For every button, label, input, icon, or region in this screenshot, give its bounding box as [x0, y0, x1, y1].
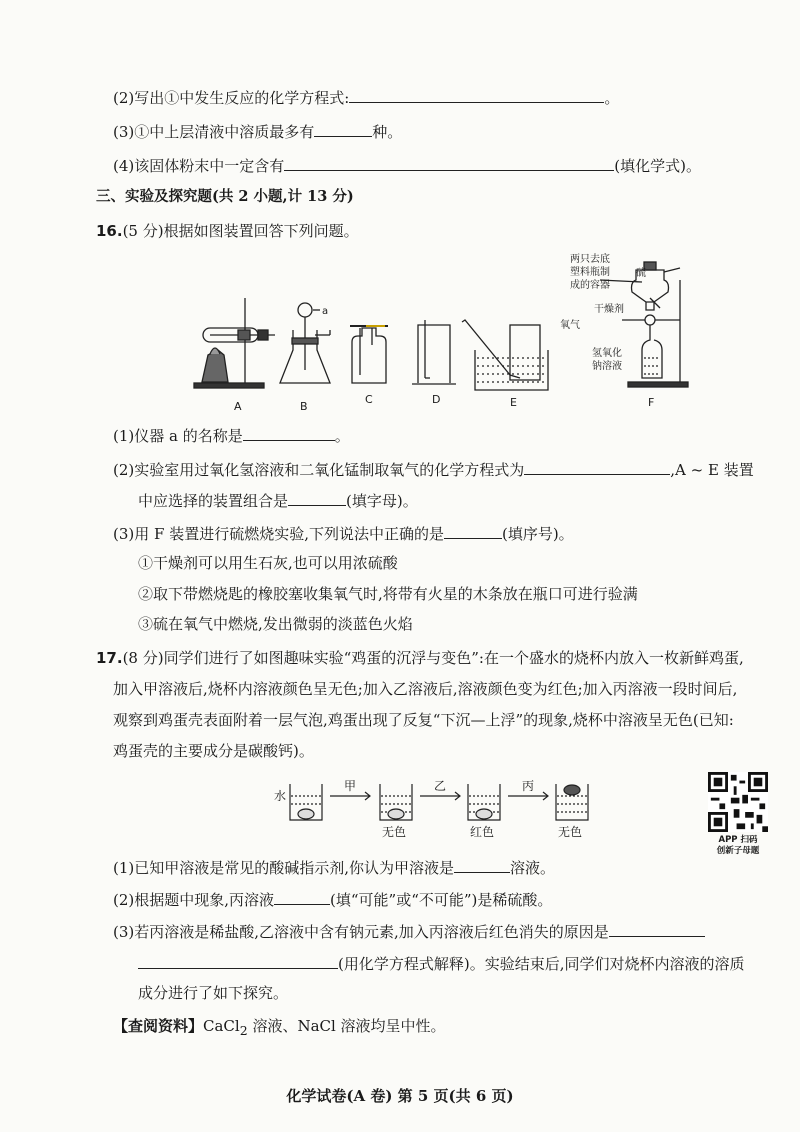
label-instrument-a: a — [322, 306, 329, 317]
q17-reference: 【查阅资料】CaCl$_2$ 溶液、NaCl 溶液均呈中性。 — [113, 1017, 446, 1038]
q15-part4: (4)该固体粉末中一定含有 (填化学式)。 — [113, 154, 701, 176]
answer-blank[interactable] — [274, 888, 330, 905]
qr-code-icon[interactable] — [708, 772, 768, 832]
label-f: F — [648, 396, 655, 409]
beaker-4 — [556, 784, 588, 820]
label-a: A — [234, 400, 242, 413]
label-solution-jia: 甲 — [344, 779, 357, 793]
answer-blank[interactable] — [524, 458, 670, 475]
f-note-container-3: 成的容器 — [570, 280, 610, 291]
answer-blank[interactable] — [243, 424, 335, 441]
answer-blank[interactable] — [349, 86, 604, 103]
q15-part3: (3)①中上层清液中溶质最多有 种。 — [113, 120, 402, 142]
label-solution-yi: 乙 — [434, 779, 447, 793]
f-note-sulfur: 硫 — [636, 268, 646, 279]
qr-caption-2: 创新子母题 — [716, 846, 760, 856]
q17-intro-line2: 加入甲溶液后,烧杯内溶液颜色呈无色;加入乙溶液后,溶液颜色变为红色;加入丙溶液一段时间后, — [113, 680, 738, 698]
answer-blank[interactable] — [284, 154, 614, 171]
q17-intro-line3: 观察到鸡蛋壳表面附着一层气泡,鸡蛋出现了反复“下沉—上浮”的现象,烧杯中溶液呈无色(已知: — [113, 711, 734, 729]
beaker-3 — [468, 784, 500, 820]
answer-blank[interactable] — [288, 489, 346, 506]
q16-intro: 16.(5 分)根据如图装置回答下列问题。 — [96, 222, 359, 240]
label-solution-bing: 丙 — [522, 779, 535, 793]
q16-part3: (3)用 F 装置进行硫燃烧实验,下列说法中正确的是 (填序号)。 — [113, 522, 574, 544]
q17-part2: (2)根据题中现象,丙溶液 (填“可能”或“不可能”)是稀硫酸。 — [113, 888, 552, 910]
answer-blank[interactable] — [138, 952, 338, 969]
f-note-oxygen: 氧气 — [560, 320, 580, 331]
label-b: B — [300, 400, 308, 413]
answer-blank[interactable] — [609, 920, 705, 937]
caption-colorless-2: 无色 — [558, 825, 583, 839]
label-c: C — [365, 393, 373, 406]
q17-egg-figure — [270, 772, 590, 842]
label-d: D — [432, 393, 441, 406]
apparatus-e — [462, 320, 548, 390]
answer-blank[interactable] — [444, 522, 502, 539]
answer-blank[interactable] — [314, 120, 372, 137]
f-note-desiccant: 干燥剂 — [594, 304, 624, 315]
q16-part1: (1)仪器 a 的名称是 。 — [113, 424, 350, 446]
beaker-1 — [290, 784, 322, 820]
q15-part2: (2)写出①中发生反应的化学方程式: 。 — [113, 86, 619, 108]
caption-red: 红色 — [470, 825, 495, 839]
caption-colorless-1: 无色 — [382, 825, 407, 839]
qr-caption-1: APP 扫码 — [718, 835, 758, 845]
q17-part3: (3)若丙溶液是稀盐酸,乙溶液中含有钠元素,加入丙溶液后红色消失的原因是 — [113, 920, 705, 942]
apparatus-a — [194, 298, 275, 388]
beaker-2 — [380, 784, 412, 820]
page-footer: 化学试卷(A 卷) 第 5 页(共 6 页) — [286, 1087, 514, 1105]
q17-part3-line3: 成分进行了如下探究。 — [138, 984, 289, 1002]
f-note-naoh-2: 钠溶液 — [592, 361, 622, 372]
apparatus-d — [412, 320, 456, 384]
f-note-container-1: 两只去底 — [570, 254, 610, 265]
q16-part2: (2)实验室用过氧化氢溶液和二氧化锰制取氧气的化学方程式为 ,A ~ E 装置 — [113, 458, 754, 480]
q16-part2-line2: 中应选择的装置组合是 (填字母)。 — [138, 489, 418, 511]
label-water: 水 — [274, 789, 287, 803]
q17-intro-line1: 17.(8 分)同学们进行了如图趣味实验“鸡蛋的沉浮与变色”:在一个盛水的烧杯内放入一枚新鲜鸡蛋, — [96, 649, 744, 667]
q17-intro-line4: 鸡蛋壳的主要成分是碳酸钙)。 — [113, 742, 314, 760]
q16-apparatus-figure — [180, 250, 720, 420]
apparatus-c — [350, 326, 388, 383]
section-title: 三、实验及探究题(共 2 小题,计 13 分) — [96, 188, 354, 205]
q16-option-2: ②取下带燃烧匙的橡胶塞收集氧气时,将带有火星的木条放在瓶口可进行验满 — [138, 585, 638, 603]
f-note-naoh-1: 氢氧化 — [592, 348, 622, 359]
q17-part3-line2: (用化学方程式解释)。实验结束后,同学们对烧杯内溶液的溶质 — [138, 952, 744, 974]
answer-blank[interactable] — [454, 856, 510, 873]
f-note-container-2: 塑料瓶制 — [570, 267, 610, 278]
q16-option-1: ①干燥剂可以用生石灰,也可以用浓硫酸 — [138, 554, 398, 572]
q17-part1: (1)已知甲溶液是常见的酸碱指示剂,你认为甲溶液是 溶液。 — [113, 856, 555, 878]
label-e: E — [510, 396, 517, 409]
q16-option-3: ③硫在氧气中燃烧,发出微弱的淡蓝色火焰 — [138, 615, 413, 633]
